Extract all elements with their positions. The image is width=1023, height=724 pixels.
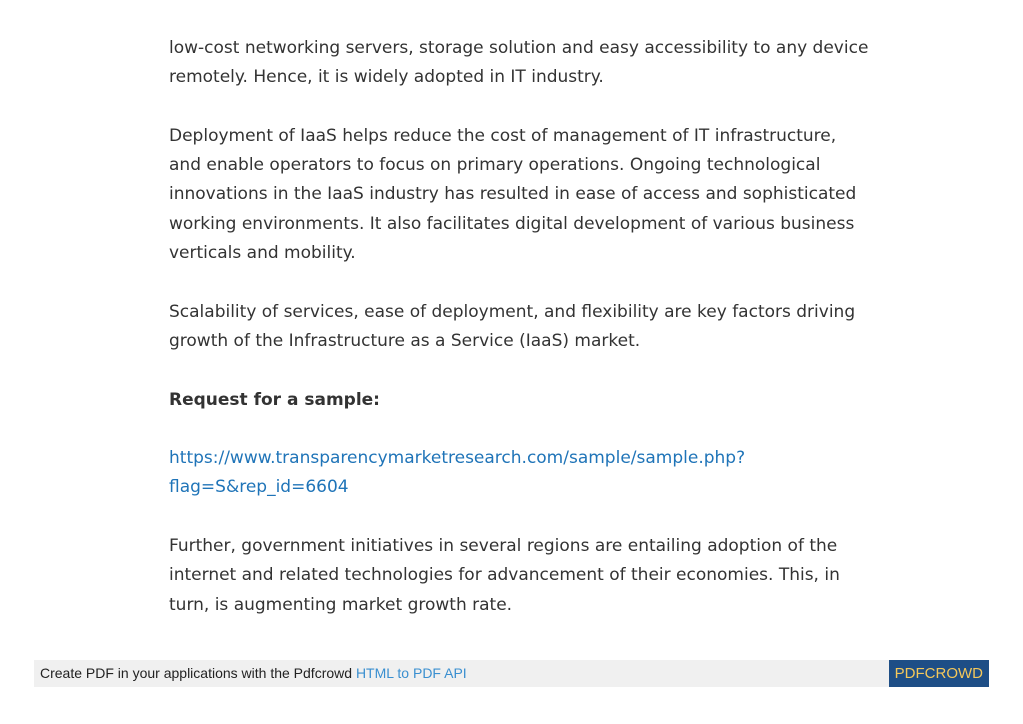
paragraph-iaas-deployment: Deployment of IaaS helps reduce the cost of management of IT infrastructure, and enable operators to focus on primary operations. Ongoing technological innovations in the IaaS industry has resulted in ease of access and sophisticated working environments. It also facilitates digital development of various business verticals and mobility. <box>169 125 857 264</box>
sample-link-paragraph <box>169 444 869 503</box>
html-to-pdf-api-link[interactable]: HTML to PDF API <box>355 665 467 681</box>
sample-request-heading: Request for a sample: <box>169 389 380 410</box>
sample-request-link[interactable]: https://www.transparencymarketresearch.com/sample/sample.php?flag=S&rep_id=6604 <box>169 448 746 498</box>
paragraph-scalability: Scalability of services, ease of deployment, and flexibility are key factors driving growth of the Infrastructure as a Service (IaaS) market. <box>169 301 856 351</box>
paragraph-government-initiatives: Further, government initiatives in several regions are entailing adoption of the internet and related technologies for advancement of their economies. This, in turn, is augmenting market growth rate. <box>169 536 840 615</box>
document-body <box>169 34 869 649</box>
pdfcrowd-brand-button[interactable]: PDFCROWD <box>889 660 989 687</box>
pdfcrowd-footer <box>34 660 989 687</box>
footer-text-container <box>40 665 467 681</box>
footer-promo-text: Create PDF in your applications with the Pdfcrowd <box>40 665 356 681</box>
paragraph-accessibility: low-cost networking servers, storage solution and easy accessibility to any device remotely. Hence, it is widely adopted in IT industry. <box>169 38 869 88</box>
